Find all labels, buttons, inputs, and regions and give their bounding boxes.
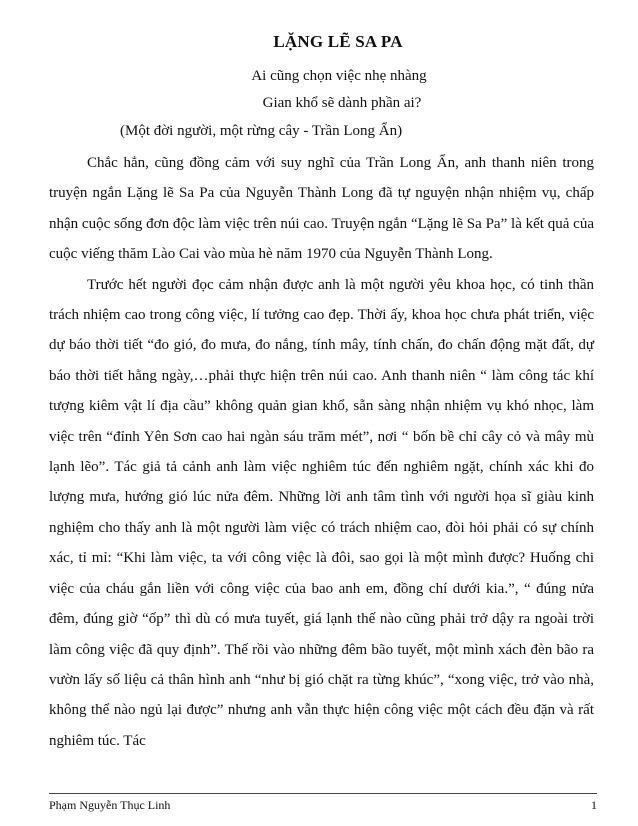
page-footer [49, 793, 597, 813]
body-text [49, 148, 594, 756]
paragraph: Trước hết người đọc cảm nhận được anh là một người yêu khoa học, có tinh thần trách nhiệm cao trong công việc, lí tưởng cao đẹp. Thời ấy, khoa học chưa phát triển, việc dự báo thời tiết “đo gió, đo mưa, đo nắng, tính mây, tính chấn, đo chấn động mặt đất, dự báo thời tiết hằng ngày,…phải thực hiện trên núi cao. Anh thanh niên “ làm công tác khí tượng kiêm vật lí địa cầu” không quản gian khổ, sẵn sàng nhận nhiệm vụ khó nhọc, làm việc trên “đỉnh Yên Sơn cao hai ngàn sáu trăm mét”, nơi “ bốn bề chỉ cây cỏ và mây mù lạnh lẽo”. Tác giả tả cảnh anh làm việc nghiêm túc đến nghiêm ngặt, chính xác khi đo lượng mưa, hướng gió lúc nửa đêm. Những lời anh tâm tình với người họa sĩ giàu kinh nghiệm cho thấy anh là một người làm việc có trách nhiệm cao, đòi hỏi phải có sự chính xác, tỉ mỉ: “Khi làm việc, ta với công việc là đôi, sao gọi là một mình được? Huống chi việc của cháu gắn liền với công việc của bao anh em, đồng chí dưới kia.”, “ đúng nửa đêm, đúng giờ “ốp” thì dù có mưa tuyết, giá lạnh thế nào cũng phải trở dậy ra ngoài trời làm công việc đã quy định”. Thế rồi vào những đêm bão tuyết, một mình xách đèn bão ra vườn lấy số liệu cả thân hình anh “như bị gió chặt ra từng khúc”, “xong việc, trở vào nhà, không thể nào ngủ lại được” nhưng anh vẫn thực hiện công việc một cách đều đặn và rất nghiêm túc. Tác [49, 276, 594, 749]
document-title: LẶNG LẼ SA PA [273, 32, 403, 51]
footer-author: Phạm Nguyễn Thục Linh [49, 798, 171, 812]
page-number: 1 [591, 798, 597, 812]
epigraph-line-2: Gian khổ sẽ dành phần ai? [262, 95, 422, 111]
epigraph-line-1: Ai cũng chọn việc nhẹ nhàng [251, 68, 427, 84]
paragraph: Chắc hẳn, cũng đồng cảm với suy nghĩ của Trần Long Ẩn, anh thanh niên trong truyện ngắn Lặng lẽ Sa Pa của Nguyễn Thành Long đã tự nguyện nhận nhiệm vụ, chấp nhận cuộc sống đơn độc làm việc trên núi cao. Truyện ngắn “Lặng lẽ Sa Pa” là kết quả của cuộc viếng thăm Lào Cai vào mùa hè năm 1970 của Nguyễn Thành Long. [49, 155, 594, 263]
epigraph-source: (Một đời người, một rừng cây - Trần Long Ẩn) [120, 123, 403, 139]
